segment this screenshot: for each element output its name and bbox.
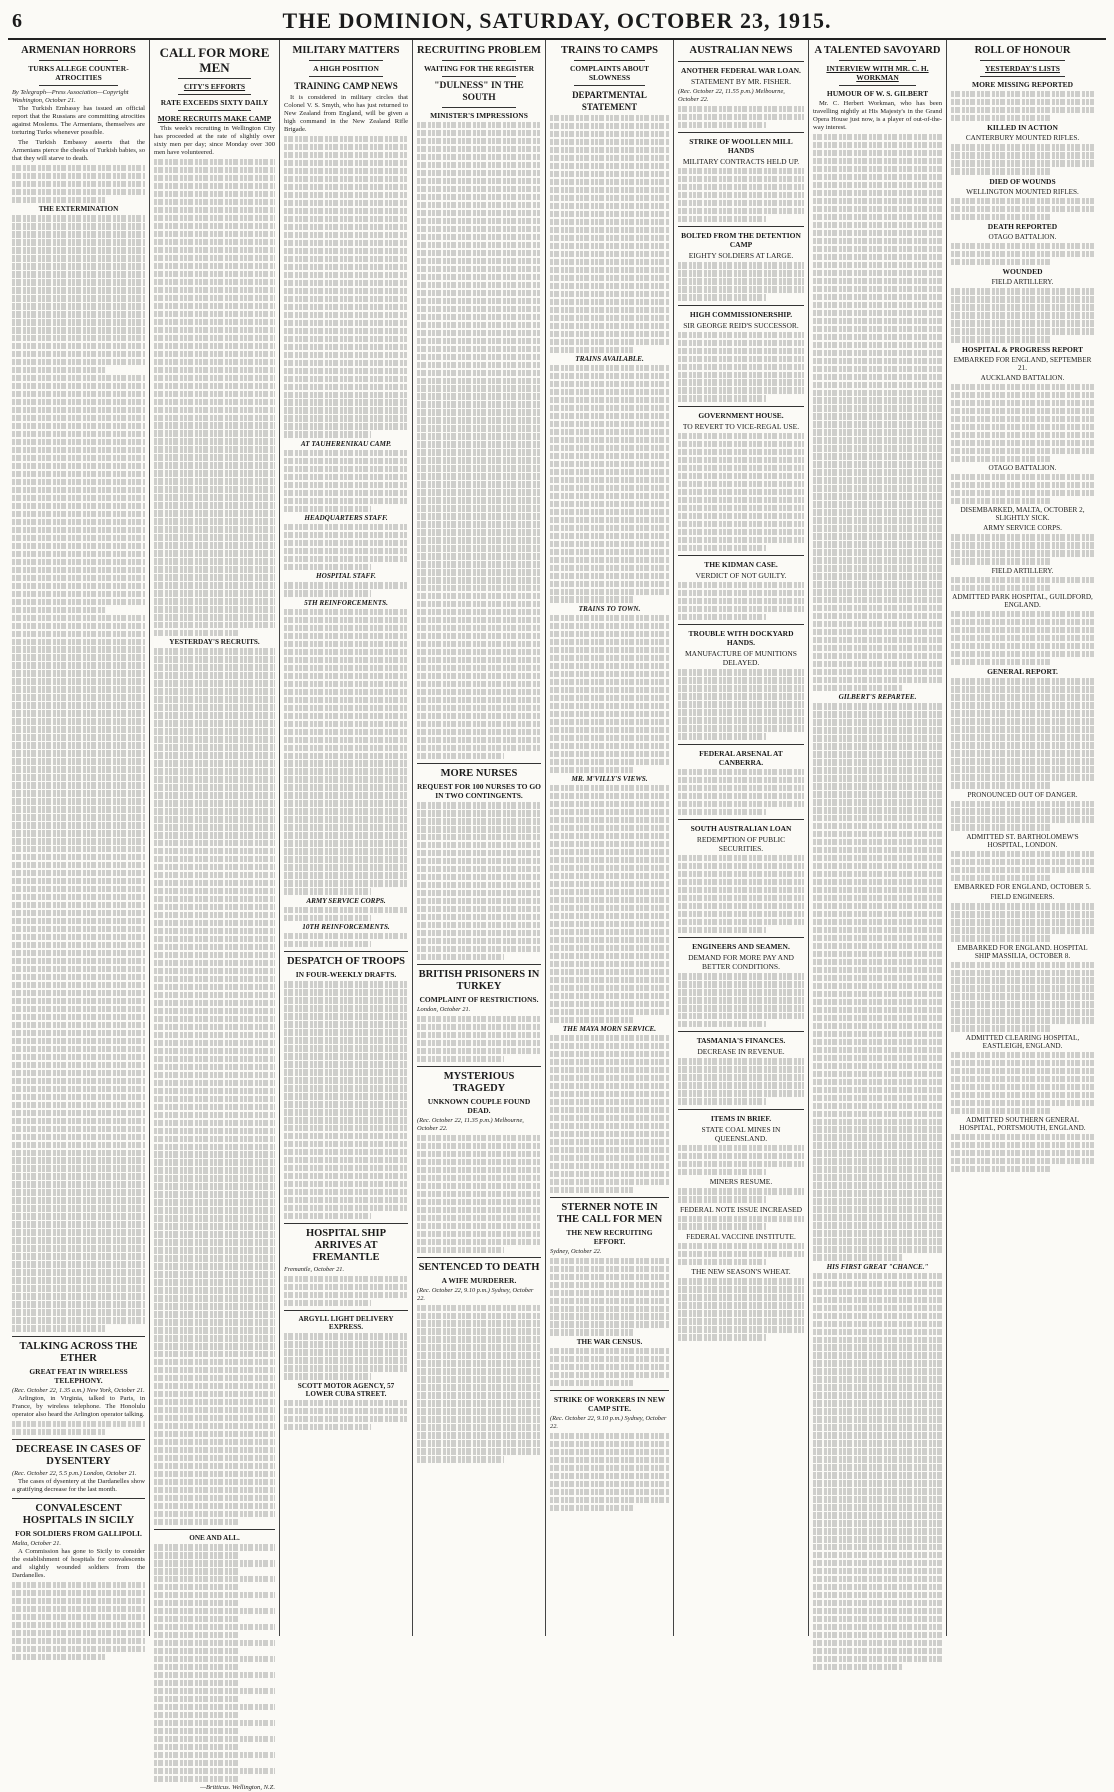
section-hospital-report: HOSPITAL & PROGRESS REPORT <box>961 344 1084 354</box>
paragraph: It is considered in military circles that Colonel V. S. Smyth, who has just returned to New Zealand from England, will be given a high command in the New Zealand Rifle Brigade. <box>284 94 408 133</box>
section-death-reported: DEATH REPORTED <box>987 222 1058 232</box>
subhead-coal-mines: STATE COAL MINES IN QUEENSLAND. <box>701 1124 781 1143</box>
subhead-departmental: DEPARTMENTAL STATEMENT <box>572 90 647 112</box>
column-talented-savoyard <box>809 40 947 1636</box>
section-heading: GILBERT'S REPARTEE. <box>838 693 917 702</box>
headline-sentenced-to-death: SENTENCED TO DEATH <box>418 1261 540 1273</box>
paragraph: This week's recruiting in Wellington City has proceeded at the rate of slightly over sixty men per day; since Monday over 300 men have volunteered. <box>154 125 275 156</box>
unit-heading: EMBARKED FOR ENGLAND, OCTOBER 5. <box>954 883 1091 892</box>
section-killed: KILLED IN ACTION <box>987 123 1058 133</box>
section-heading: AT TAUHERENIKAU CAMP. <box>300 439 392 448</box>
column-australian-news <box>674 40 809 1636</box>
unit-heading: FIELD ARTILLERY. <box>991 278 1054 287</box>
subhead-items-in-brief: ITEMS IN BRIEF. <box>710 1113 772 1123</box>
section-died-of-wounds: DIED OF WOUNDS <box>989 176 1056 186</box>
headline-more-nurses: MORE NURSES <box>440 768 518 780</box>
column-trains-to-camps <box>546 40 674 1636</box>
headline-one-and-all: ONE AND ALL. <box>189 1534 240 1543</box>
subhead-war-loan: ANOTHER FEDERAL WAR LOAN. <box>681 66 801 75</box>
unit-heading: EMBARKED FOR ENGLAND. HOSPITAL SHIP MASSILIA, OCTOBER 8. <box>957 943 1088 960</box>
headline-armenian-horrors: ARMENIAN HORRORS <box>21 45 136 56</box>
masthead <box>8 8 1106 40</box>
subhead-woollen-mill: STRIKE OF WOOLLEN MILL HANDS <box>689 136 793 155</box>
subhead-high-commissionership: HIGH COMMISSIONERSHIP. <box>689 309 793 319</box>
subhead-government-house: GOVERNMENT HOUSE. <box>698 410 784 420</box>
headline-convalescent: CONVALESCENT HOSPITALS IN SICILY <box>22 1502 135 1526</box>
paragraph: The Turkish Embassy asserts that the Armenians pierce the cheeks of Turkish babies, so that they will starve to death. <box>12 139 145 162</box>
section-heading: TRAINS AVAILABLE. <box>575 354 644 363</box>
unit-heading: OTAGO BATTALION. <box>988 463 1057 472</box>
section-heading: TRAINS TO TOWN. <box>578 604 641 613</box>
dateline: (Rec. October 22, 1.35 a.m.) New York, October 21. <box>12 1386 145 1394</box>
unit-heading: ADMITTED ST. BARTHOLOMEW'S HOSPITAL, LONDON. <box>966 832 1079 849</box>
subhead-revenue: DECREASE IN REVENUE. <box>697 1047 785 1057</box>
section-heading: HEADQUARTERS STAFF. <box>304 514 388 523</box>
unit-heading: DISEMBARKED, MALTA, OCTOBER 2, SLIGHTLY SICK. <box>960 506 1085 523</box>
headline-mysterious-tragedy: MYSTERIOUS TRAGEDY <box>443 1071 515 1095</box>
column-military-matters <box>280 40 413 1636</box>
subhead-vaccine: FEDERAL VACCINE INSTITUTE. <box>686 1231 796 1241</box>
subhead-eighty-soldiers: EIGHTY SOLDIERS AT LARGE. <box>688 251 794 261</box>
subhead-more-missing: MORE MISSING REPORTED <box>972 80 1073 89</box>
subhead-humour: HUMOUR OF W. S. GILBERT <box>826 89 929 98</box>
paragraph: Mr. C. Herbert Workman, who has been travelling nightly at His Majesty's in the Grand Opera House just now, is a player of out-of-the-way interest. <box>813 100 942 131</box>
unit-heading: AUCKLAND BATTALION. <box>980 373 1065 382</box>
paragraph: The Turkish Embassy has issued an official report that the Russians are committing atrocities against Moslems. The Armenians, themselves are torturing Turks whenever possible. <box>12 105 145 136</box>
subhead-wireless: GREAT FEAT IN WIRELESS TELEPHONY. <box>29 1366 128 1385</box>
section-heading: YESTERDAY'S RECRUITS. <box>169 638 260 647</box>
subhead-gallipoli: FOR SOLDIERS FROM GALLIPOLI. <box>15 1528 142 1538</box>
headline-recruiting-problem: RECRUITING PROBLEM <box>417 45 541 56</box>
subhead-waiting: WAITING FOR THE REGISTER <box>423 64 535 73</box>
section-heading: THE WAR CENSUS. <box>576 1337 643 1346</box>
dateline: By Telegraph—Press Association—Copyright Washington, October 21. <box>12 89 129 104</box>
headline-roll-of-honour: ROLL OF HONOUR <box>974 45 1071 56</box>
section-heading: ARMY SERVICE CORPS. <box>306 896 386 905</box>
dateline: (Rec. October 22, 11.35 p.m.) Melbourne, October 22. <box>417 1117 524 1133</box>
unit-heading: EMBARKED FOR ENGLAND, SEPTEMBER 21. <box>953 355 1092 372</box>
section-heading: 10TH REINFORCEMENTS. <box>302 923 390 931</box>
unit-heading: CANTERBURY MOUNTED RIFLES. <box>965 134 1080 143</box>
subhead-engineers: ENGINEERS AND SEAMEN. <box>692 942 790 952</box>
unit-heading: OTAGO BATTALION. <box>988 233 1057 242</box>
headline-sterner-note: STERNER NOTE IN THE CALL FOR MEN <box>556 1202 663 1225</box>
headline-talking-ether: TALKING ACROSS THE ETHER <box>19 1340 138 1364</box>
subhead-complaints: COMPLAINTS ABOUT SLOWNESS <box>570 64 649 82</box>
subhead-canberra: FEDERAL ARSENAL AT CANBERRA. <box>699 748 783 767</box>
subhead-miners-resume: MINERS RESUME. <box>709 1177 773 1187</box>
section-heading: HOSPITAL STAFF. <box>316 572 376 581</box>
subhead-fisher: STATEMENT BY MR. FISHER. <box>690 77 792 86</box>
subhead-vice-regal: TO REVERT TO VICE-REGAL USE. <box>682 421 800 431</box>
section-wounded: WOUNDED <box>1002 267 1043 277</box>
subhead-four-weekly: IN FOUR-WEEKLY DRAFTS. <box>295 970 397 980</box>
column-call-for-more-men <box>150 40 280 1791</box>
subhead-yesterdays-lists: YESTERDAY'S LISTS <box>985 64 1060 73</box>
dateline: Fremantle, October 21. <box>284 1266 345 1274</box>
dateline: London, October 21. <box>417 1006 471 1014</box>
dateline: (Rec. October 22, 9.10 p.m.) Sydney, October 22. <box>417 1286 534 1302</box>
dateline: (Rec. October 22, 9.10 p.m.) Sydney, October 22. <box>550 1415 667 1431</box>
headline-hospital-ship: HOSPITAL SHIP ARRIVES AT FREMANTLE <box>305 1228 387 1264</box>
unit-heading: ADMITTED CLEARING HOSPITAL, EASTLEIGH, ENGLAND. <box>965 1033 1080 1050</box>
subhead-dulness: "DULNESS" IN THE SOUTH <box>434 81 524 103</box>
section-heading: HIS FIRST GREAT "CHANCE." <box>826 1262 929 1271</box>
headline-call-for-more-men: CALL FOR MORE MEN <box>159 45 270 75</box>
section-heading: 5TH REINFORCEMENTS. <box>304 598 388 607</box>
subhead-interview: INTERVIEW WITH MR. C. H. WORKMAN <box>826 64 929 82</box>
dateline: Malta, October 21. <box>12 1539 61 1547</box>
columns <box>8 40 1106 1791</box>
subhead-rate: RATE EXCEEDS SIXTY DAILY <box>160 98 269 107</box>
headline-talented-savoyard: A TALENTED SAVOYARD <box>814 45 941 56</box>
unit-heading: ADMITTED SOUTHERN GENERAL HOSPITAL, PORTSMOUTH, ENGLAND. <box>959 1116 1086 1133</box>
headline-military-matters: MILITARY MATTERS <box>292 45 400 56</box>
subhead-contracts: MILITARY CONTRACTS HELD UP. <box>682 156 800 166</box>
section-heading: THE EXTERMINATION <box>38 205 119 214</box>
subhead-tasmania: TASMANIA'S FINANCES. <box>696 1036 786 1046</box>
subhead-more-recruits: MORE RECRUITS MAKE CAMP <box>157 114 272 123</box>
subhead-high-position: A HIGH POSITION <box>313 64 379 73</box>
subhead-recruiting-effort: THE NEW RECRUITING EFFORT. <box>566 1228 653 1246</box>
subhead-turks-allege: TURKS ALLEGE COUNTER-ATROCITIES <box>28 64 129 82</box>
paragraph: A Commission has gone to Sicily to consider the establishment of hospitals for convalescents and slightly wounded soldiers from the Dardanelles. <box>12 1547 145 1579</box>
subhead-complaint: COMPLAINT OF RESTRICTIONS. <box>419 995 539 1005</box>
unit-heading: FIELD ARTILLERY. <box>991 566 1054 575</box>
subhead-redemption: REDEMPTION OF PUBLIC SECURITIES. <box>696 834 786 853</box>
subhead-munitions: MANUFACTURE OF MUNITIONS DELAYED. <box>685 649 797 668</box>
subhead-bolted: BOLTED FROM THE DETENTION CAMP <box>681 231 801 250</box>
unit-heading: FIELD ENGINEERS. <box>990 893 1055 902</box>
signature: —Britticus. Wellington, N.Z. <box>200 1783 275 1791</box>
subhead-wheat: THE NEW SEASON'S WHEAT. <box>691 1267 791 1277</box>
dateline: Sydney, October 22. <box>550 1248 602 1255</box>
section-heading: MR. M'VILLY'S VIEWS. <box>571 774 648 783</box>
section-heading: THE MAYA MORN SERVICE. <box>562 1024 657 1033</box>
headline-british-prisoners: BRITISH PRISONERS IN TURKEY <box>418 969 540 993</box>
advert-scott-motor: SCOTT MOTOR AGENCY, 57 LOWER CUBA STREET. <box>297 1381 395 1398</box>
subhead-not-guilty: VERDICT OF NOT GUILTY. <box>695 571 787 581</box>
subhead-dockyard: TROUBLE WITH DOCKYARD HANDS. <box>688 629 794 648</box>
headline-australian-news: AUSTRALIAN NEWS <box>689 45 793 56</box>
paragraph: The cases of dysentery at the Dardanelles show a gratifying decrease for the last month. <box>12 1477 145 1493</box>
unit-heading: ADMITTED PARK HOSPITAL, GUILDFORD, ENGLAND. <box>952 593 1093 610</box>
subhead-training-camp: TRAINING CAMP NEWS <box>294 81 398 91</box>
column-armenian-horrors <box>8 40 150 1636</box>
subhead-ministers: MINISTER'S IMPRESSIONS <box>430 111 528 120</box>
subhead-strike-workers: STRIKE OF WORKERS IN NEW CAMP SITE. <box>553 1395 666 1414</box>
section-general-report: GENERAL REPORT. <box>987 667 1058 677</box>
column-recruiting-problem <box>413 40 546 1636</box>
page-number: 6 <box>12 10 22 32</box>
headline-despatch-of-troops: DESPATCH OF TROOPS <box>286 956 406 968</box>
unit-heading: ARMY SERVICE CORPS. <box>983 524 1062 533</box>
paragraph: Arlington, in Virginia, talked to Paris, in France, by wireless telephone. The Honolulu operator also heard the Arlington operator talking. <box>12 1394 145 1418</box>
subhead-request-nurses: REQUEST FOR 100 NURSES TO GO IN TWO CONTINGENTS. <box>417 782 541 801</box>
subhead-sa-loan: SOUTH AUSTRALIAN LOAN <box>690 823 792 833</box>
advert-argyll: ARGYLL LIGHT DELIVERY EXPRESS. <box>298 1315 394 1332</box>
unit-heading: PRONOUNCED OUT OF DANGER. <box>967 790 1078 799</box>
column-roll-of-honour <box>947 40 1098 1636</box>
newspaper-title: THE DOMINION, SATURDAY, OCTOBER 23, 1915. <box>282 8 832 33</box>
subhead-kidman: THE KIDMAN CASE. <box>704 560 778 570</box>
unit-heading: WELLINGTON MOUNTED RIFLES. <box>966 187 1079 196</box>
dateline: (Rec. October 22, 11.55 p.m.) Melbourne, October 22. <box>678 88 785 103</box>
article-body <box>12 105 145 163</box>
subhead-more-pay: DEMAND FOR MORE PAY AND BETTER CONDITIONS. <box>688 953 794 972</box>
subhead-unknown-couple: UNKNOWN COUPLE FOUND DEAD. <box>427 1097 531 1116</box>
subhead-wife-murderer: A WIFE MURDERER. <box>441 1275 517 1285</box>
headline-dysentery: DECREASE IN CASES OF DYSENTERY <box>15 1443 142 1467</box>
subhead-citys-efforts: CITY'S EFFORTS <box>183 82 246 91</box>
dateline: (Rec. October 22, 5.5 p.m.) London, October 21. <box>12 1469 137 1477</box>
subhead-reid: SIR GEORGE REID'S SUCCESSOR. <box>683 320 799 330</box>
headline-trains-to-camps: TRAINS TO CAMPS <box>560 45 659 56</box>
subhead-note-issue: FEDERAL NOTE ISSUE INCREASED <box>679 1204 802 1214</box>
